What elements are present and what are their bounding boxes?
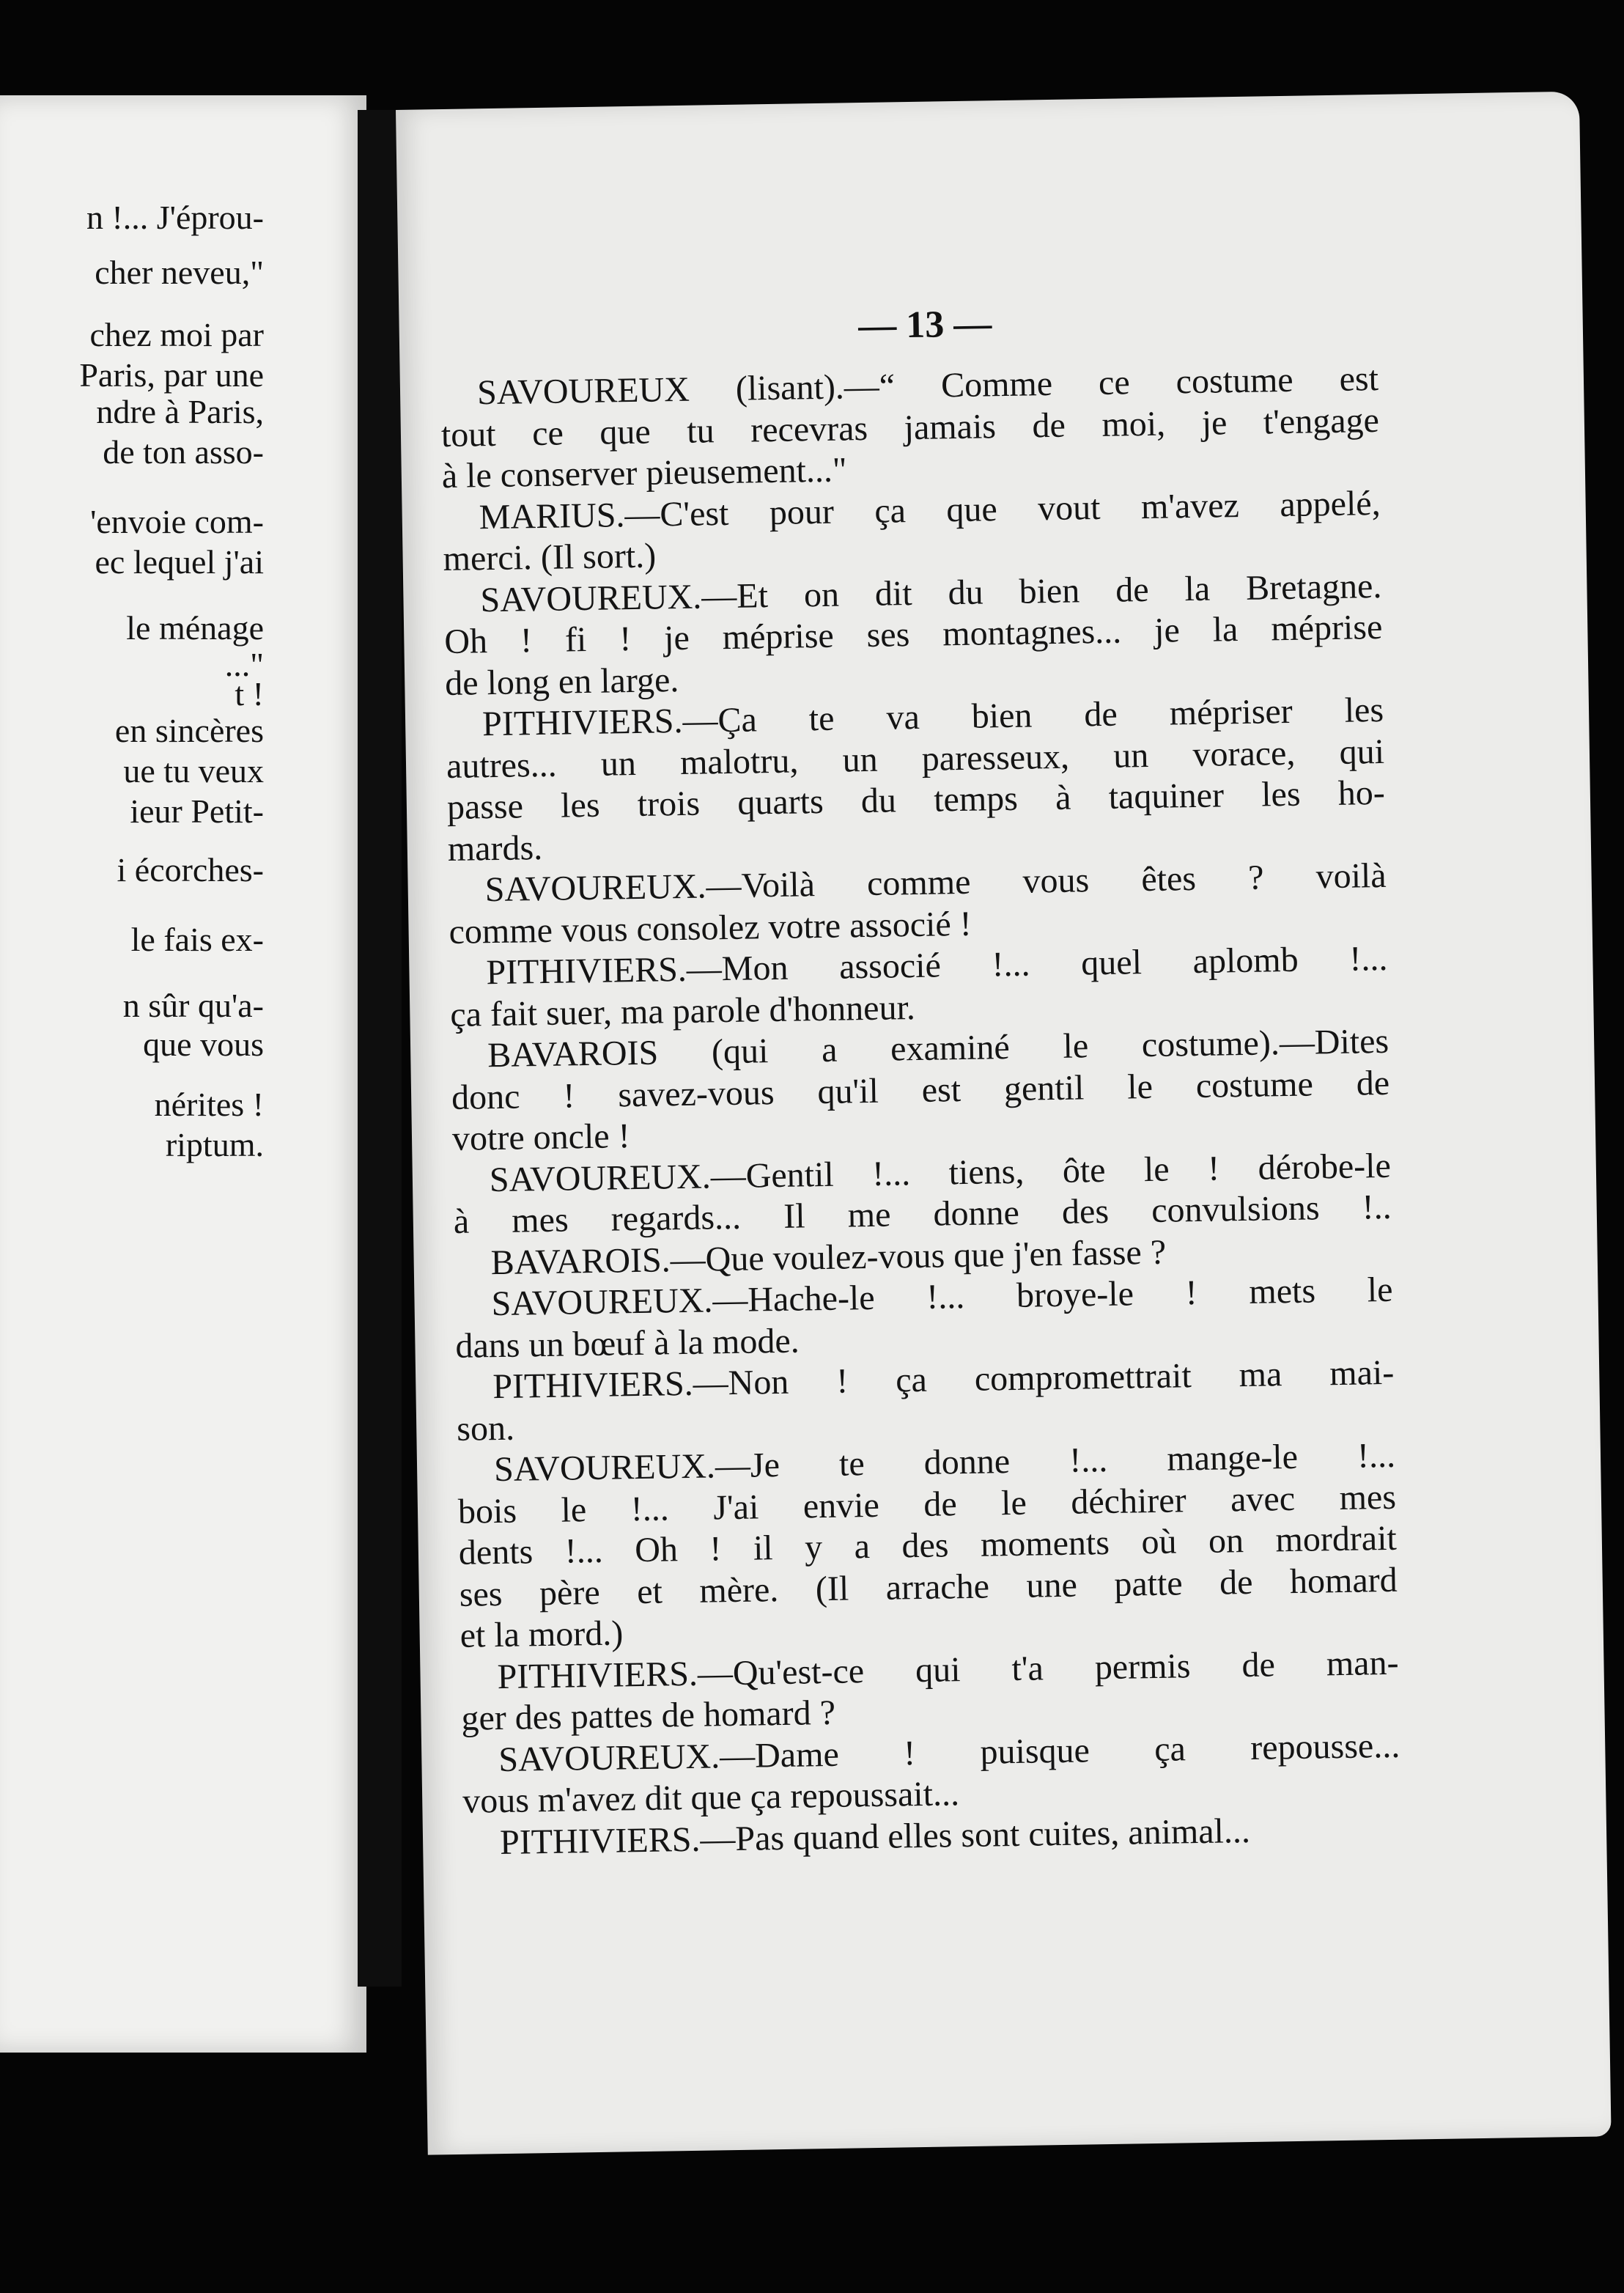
text-line: BAVAROIS (qui a examiné le costume).—Dites: [487, 1021, 1389, 1075]
left-line: t !: [235, 675, 264, 713]
text-line: BAVAROIS.—Que voulez-vous que j'en fasse ?: [490, 1232, 1167, 1282]
text-line: MARIUS.—C'est pour ça que vout m'avez appelé,: [479, 483, 1381, 537]
left-line: Paris, par une: [79, 356, 264, 394]
text-line: PITHIVIERS.—Pas quand elles sont cuites, animal...: [499, 1811, 1251, 1862]
text-line: et la mord.): [459, 1613, 624, 1655]
left-line: de ton asso-: [103, 433, 264, 471]
left-line: ec lequel j'ai: [95, 543, 264, 581]
left-line: le fais ex-: [130, 921, 264, 958]
left-line: ue tu veux: [123, 752, 264, 790]
left-line: ndre à Paris,: [96, 393, 264, 430]
text-line: votre oncle !: [451, 1116, 631, 1158]
left-line: n sûr qu'a-: [122, 987, 264, 1024]
text-line: bois le !... J'ai envie de le déchirer avec mes: [457, 1477, 1397, 1531]
text-line: vous m'avez dit que ça repoussait...: [462, 1774, 960, 1821]
text-line: merci. (Il sort.): [443, 536, 657, 579]
left-line: que vous: [143, 1026, 264, 1063]
text-line: à mes regards... Il me donne des convulsions !..: [453, 1187, 1392, 1241]
text-line: PITHIVIERS.—Ça te va bien de mépriser les: [481, 690, 1384, 744]
page-body: [440, 358, 1402, 1864]
text-line: ça fait suer, ma parole d'honneur.: [449, 987, 916, 1034]
left-line: ...": [224, 646, 264, 683]
text-line: PITHIVIERS.—Qu'est-ce qui t'a permis de man-: [497, 1643, 1399, 1696]
text-line: de long en large.: [444, 660, 679, 703]
left-line: chez moi par: [89, 316, 264, 353]
book-spine: [358, 110, 402, 1987]
text-line: ger des pattes de homard ?: [461, 1693, 836, 1738]
page-number: — 13 —: [857, 303, 992, 347]
text-line: SAVOUREUX.—Gentil !... tiens, ôte le ! dérobe-le: [489, 1146, 1392, 1199]
text-line: SAVOUREUX.—Voilà comme vous êtes ? voilà: [484, 855, 1387, 910]
text-line: PITHIVIERS.—Non ! ça compromettrait ma mai-: [492, 1352, 1395, 1407]
left-line: nérites !: [154, 1086, 264, 1123]
text-line: mards.: [447, 828, 543, 869]
text-line: autres... un malotru, un paresseux, un vorace, qui: [446, 732, 1385, 786]
text-line: à le conserver pieusement...": [441, 450, 847, 496]
left-line: i écorches-: [117, 851, 264, 888]
text-line: SAVOUREUX.—Je te donne !... mange-le !...: [493, 1435, 1396, 1490]
left-line: ieur Petit-: [130, 792, 264, 830]
text-line: SAVOUREUX.—Hache-le !... broye-le ! mets le: [491, 1270, 1393, 1324]
text-line: donc ! savez-vous qu'il est gentil le costume de: [451, 1063, 1390, 1117]
text-line: dans un bœuf à la mode.: [455, 1321, 800, 1366]
text-line: SAVOUREUX.—Dame ! puisque ça repousse...: [498, 1726, 1400, 1779]
left-line: le ménage: [126, 609, 264, 647]
left-page-text: [0, 95, 366, 2053]
left-line: en sincères: [114, 712, 264, 749]
text-line: tout ce que tu recevras jamais de moi, je t'engage: [440, 400, 1380, 454]
text-line: comme vous consolez votre associé !: [449, 904, 972, 952]
right-page: [396, 92, 1612, 2155]
left-line: n !... J'éprou-: [86, 199, 264, 236]
text-line: ses père et mère. (Il arrache une patte de homard: [459, 1560, 1398, 1614]
text-line: son.: [456, 1408, 515, 1449]
left-line: riptum.: [165, 1126, 264, 1163]
text-line: Oh ! fi ! je méprise ses montagnes... je la méprise: [443, 607, 1383, 662]
text-line: PITHIVIERS.—Mon associé !... quel aplomb !...: [486, 938, 1388, 993]
text-line: passe les trois quarts du temps à taquiner les ho-: [446, 773, 1386, 828]
left-line: cher neveu,": [95, 254, 264, 291]
left-line: 'envoie com-: [90, 503, 264, 540]
text-line: SAVOUREUX (lisant).—“ Comme ce costume est: [476, 358, 1379, 413]
text-line: SAVOUREUX.—Et on dit du bien de la Bretagne.: [480, 566, 1382, 619]
left-page: [0, 95, 366, 2053]
text-line: dents !... Oh ! il y a des moments où on mordrait: [458, 1518, 1398, 1572]
